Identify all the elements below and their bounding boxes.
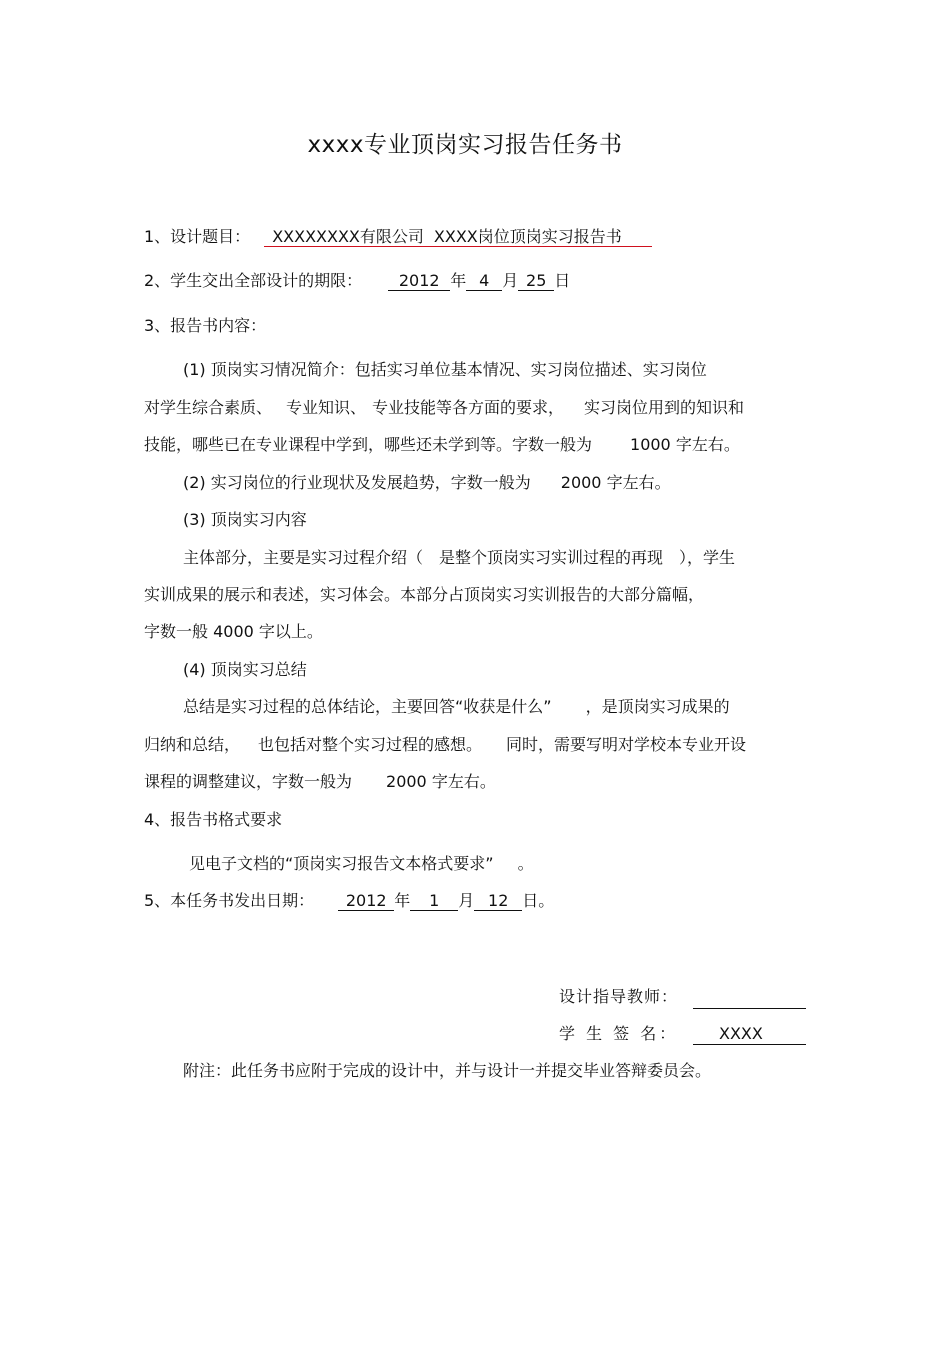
p4-text-c: 归纳和总结， — [144, 735, 241, 754]
item-3-label: 3、报告书内容： — [144, 316, 267, 335]
item-3-p1-line2 — [144, 397, 744, 419]
p4-text-b: ，是顶岗实习成果的 — [585, 697, 730, 716]
issue-month: 1 — [410, 892, 458, 911]
format-requirement-text: 见电子文档的“顶岗实习报告文本格式要求” — [189, 854, 494, 873]
item-1-topic — [144, 226, 652, 248]
item-1-label: 1、设计题目： — [144, 227, 251, 246]
item-2-deadline — [144, 270, 570, 292]
item-3-p4-line1 — [183, 696, 730, 718]
item-5-issue-date — [144, 890, 554, 912]
p3-text-b: 是整个顶岗实习实训过程的再现 — [439, 548, 664, 567]
deadline-year: 2012 — [388, 272, 450, 291]
item-5-label: 5、本任务书发出日期： — [144, 891, 315, 910]
issue-month-unit: 月 — [458, 891, 475, 910]
issue-year-unit: 年 — [394, 891, 411, 910]
deadline-month: 4 — [466, 272, 502, 291]
item-3-p4-line2 — [144, 734, 746, 756]
item-4-text — [189, 853, 534, 875]
p4-text-a: 总结是实习过程的总体结论，主要回答“收获是什么” — [183, 697, 552, 716]
p4-text-f: 课程的调整建议，字数一般为 — [144, 772, 353, 791]
format-requirement-period: 。 — [517, 854, 534, 873]
item-3-p4-line3 — [144, 771, 496, 793]
issue-day-unit: 日。 — [522, 891, 555, 910]
p1-text-e: 技能，哪些已在专业课程中学到，哪些还未学到等。字数一般为 — [144, 435, 593, 454]
item-3-p1-line3 — [144, 434, 740, 456]
p3-text-a: 主体部分，主要是实习过程介绍（ — [183, 548, 424, 567]
student-signature-field: XXXX — [693, 1024, 806, 1045]
topic-company-suffix: 有限公司 — [359, 227, 424, 246]
p2-text-b: 2000 字左右。 — [560, 473, 671, 492]
p1-text-c: 专业技能等各方面的要求， — [372, 398, 565, 417]
student-signature-label: 学 生 签 名： — [559, 1024, 679, 1043]
issue-day: 12 — [474, 892, 522, 911]
topic-company-code: XXXXXXXX — [272, 227, 360, 246]
p4-text-g: 2000 字左右。 — [386, 772, 496, 791]
topic-post-suffix: 岗位顶岗实习报告书 — [477, 227, 622, 246]
document-title: xxxx专业顶岗实习报告任务书 — [307, 132, 623, 158]
item-3-p3-heading: (3) 顶岗实习内容 — [183, 510, 307, 529]
deadline-year-unit: 年 — [450, 271, 467, 290]
item-3-p1-line1: (1) 顶岗实习情况简介：包括实习单位基本情况、实习岗位描述、实习岗位 — [183, 360, 707, 379]
p4-text-d: 也包括对整个实习过程的感想。 — [258, 735, 483, 754]
item-2-label: 2、学生交出全部设计的期限： — [144, 271, 363, 290]
issue-year: 2012 — [338, 892, 394, 911]
item-4-label: 4、报告书格式要求 — [144, 810, 283, 829]
deadline-month-unit: 月 — [502, 271, 519, 290]
p1-text-d: 实习岗位用到的知识和 — [584, 398, 745, 417]
item-3-p3-line1 — [183, 547, 735, 569]
item-3-p3-line2: 实训成果的展示和表述，实习体会。本部分占顶岗实习实训报告的大部分篇幅， — [144, 585, 705, 604]
p1-text-f: 1000 字左右。 — [630, 435, 740, 454]
item-3-p4-heading: (4) 顶岗实习总结 — [183, 660, 307, 679]
item-3-p3-line3: 字数一般 4000 字以上。 — [144, 622, 323, 641]
topic-post-code: XXXX — [433, 227, 478, 246]
teacher-signature-field — [693, 988, 806, 1009]
item-3-p2 — [183, 472, 671, 494]
teacher-signature-label: 设计指导教师： — [559, 987, 679, 1006]
p1-text-b: 专业知识、 — [286, 398, 367, 417]
topic-field — [264, 228, 652, 247]
p2-text-a: (2) 实习岗位的行业现状及发展趋势，字数一般为 — [183, 473, 531, 492]
footnote: 附注：此任务书应附于完成的设计中，并与设计一并提交毕业答辩委员会。 — [183, 1061, 712, 1080]
deadline-day-unit: 日 — [554, 271, 571, 290]
p4-text-e: 同时，需要写明对学校本专业开设 — [506, 735, 747, 754]
p3-text-c: ），学生 — [679, 548, 736, 567]
deadline-day: 25 — [518, 272, 554, 291]
p1-text-a: 对学生综合素质、 — [144, 398, 273, 417]
